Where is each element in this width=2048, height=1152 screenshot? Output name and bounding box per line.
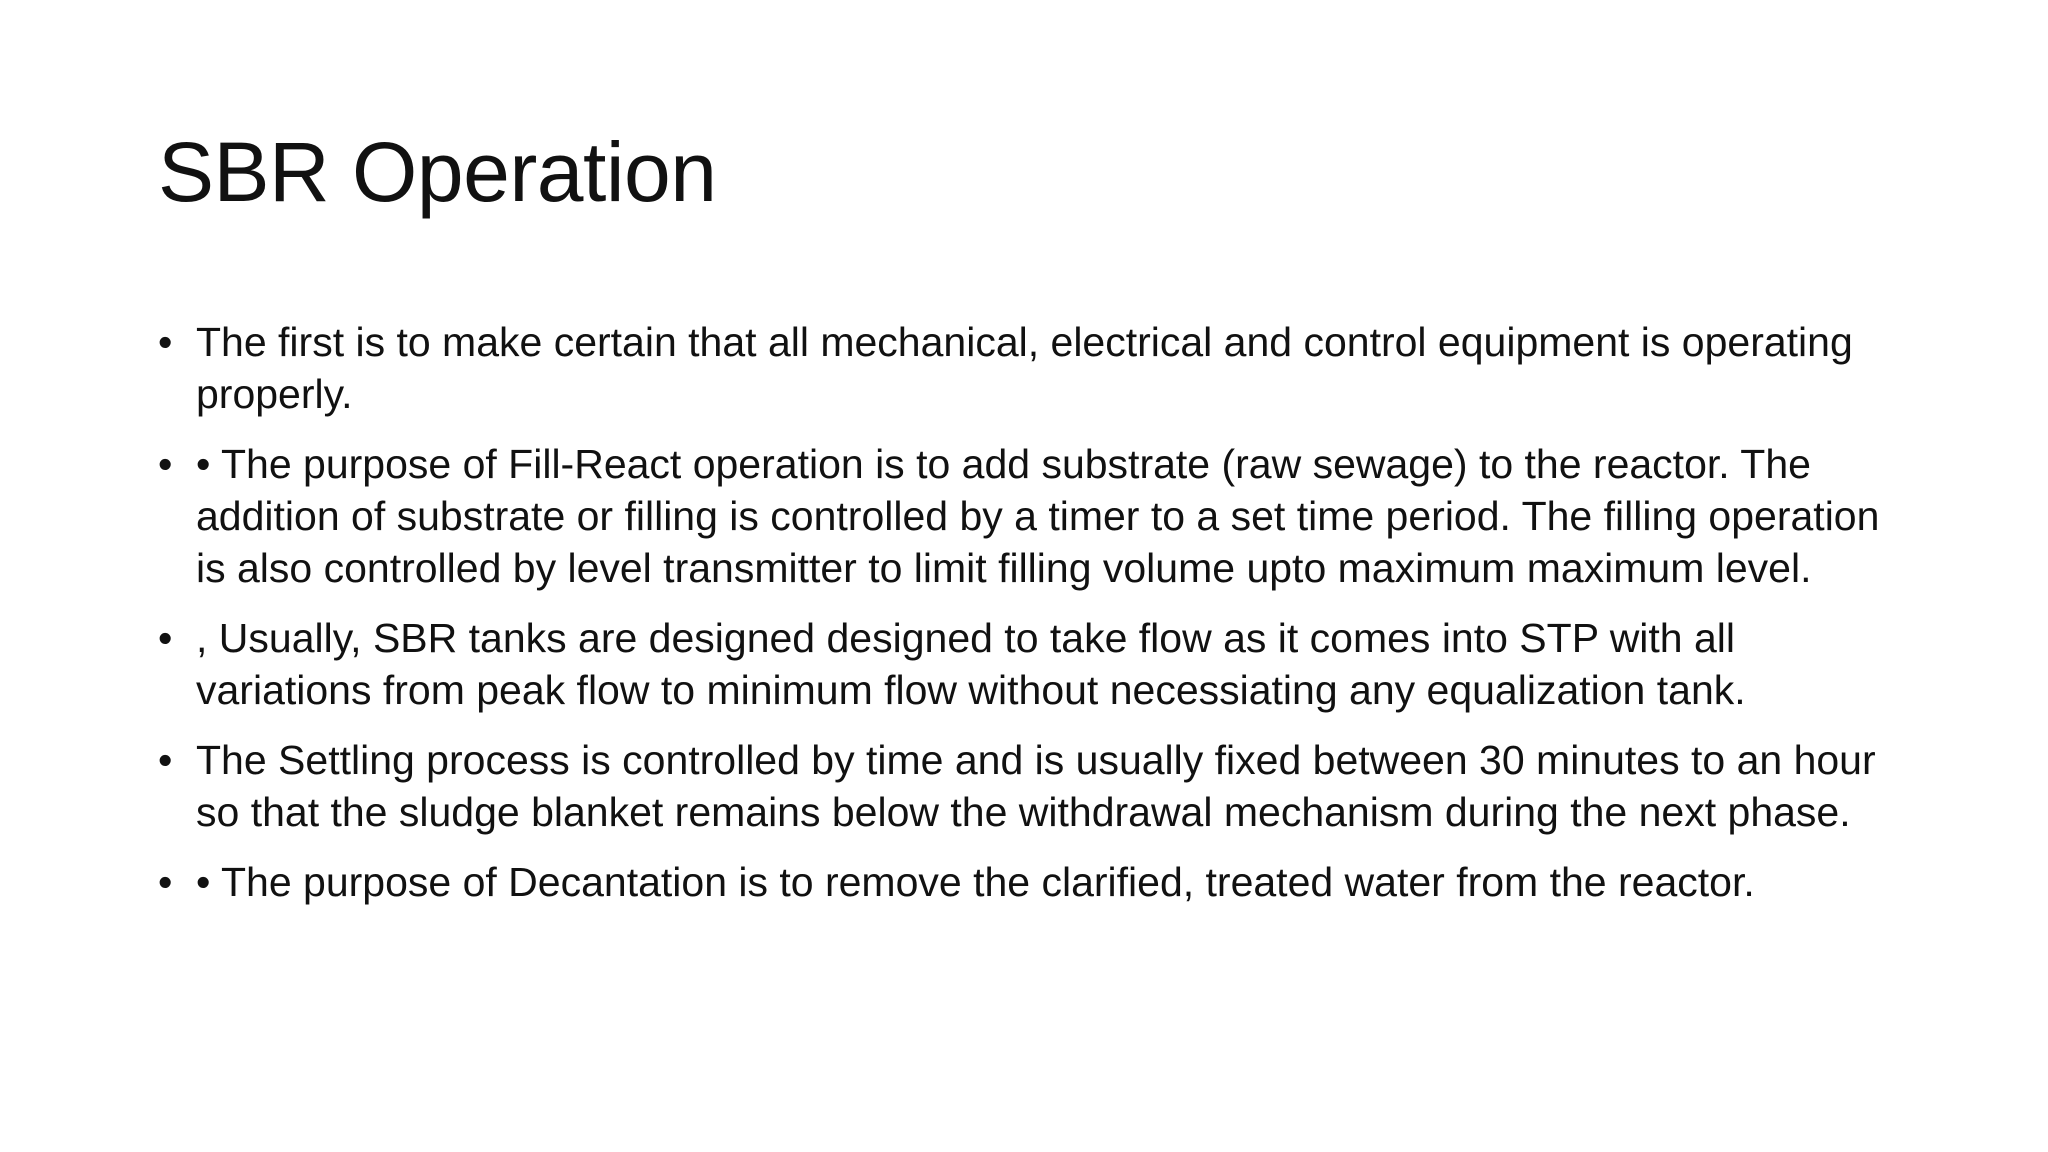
bullet-item [158,316,1918,420]
bullet-text: The Settling process is controlled by time and is usually fixed between 30 minutes to an hour so that the sludge blanket remains below the withdrawal mechanism during the next phase. [196,737,1876,835]
bullet-marker: • [158,441,173,487]
bullet-marker: • [158,319,173,365]
bullet-marker: • [158,737,173,783]
bullet-marker: • [158,859,173,905]
bullet-text: , Usually, SBR tanks are designed designed to take flow as it comes into STP with all variations from peak flow to minimum flow without necessiating any equalization tank. [196,615,1746,713]
slide-title: SBR Operation [158,125,717,219]
bullet-item [158,438,1918,594]
bullet-marker: • [158,615,173,661]
bullet-item [158,734,1918,838]
bullet-list [158,316,1918,926]
bullet-text: • The purpose of Decantation is to remove the clarified, treated water from the reactor. [196,859,1755,905]
bullet-text: The first is to make certain that all mechanical, electrical and control equipment is operating properly. [196,319,1853,417]
bullet-item [158,856,1918,908]
bullet-item [158,612,1918,716]
bullet-text: • The purpose of Fill-React operation is to add substrate (raw sewage) to the reactor. The addition of substrate or filling is controlled by a timer to a set time period. The filling operation is also controlled by level transmitter to limit filling volume upto maximum maximum level. [196,441,1880,591]
